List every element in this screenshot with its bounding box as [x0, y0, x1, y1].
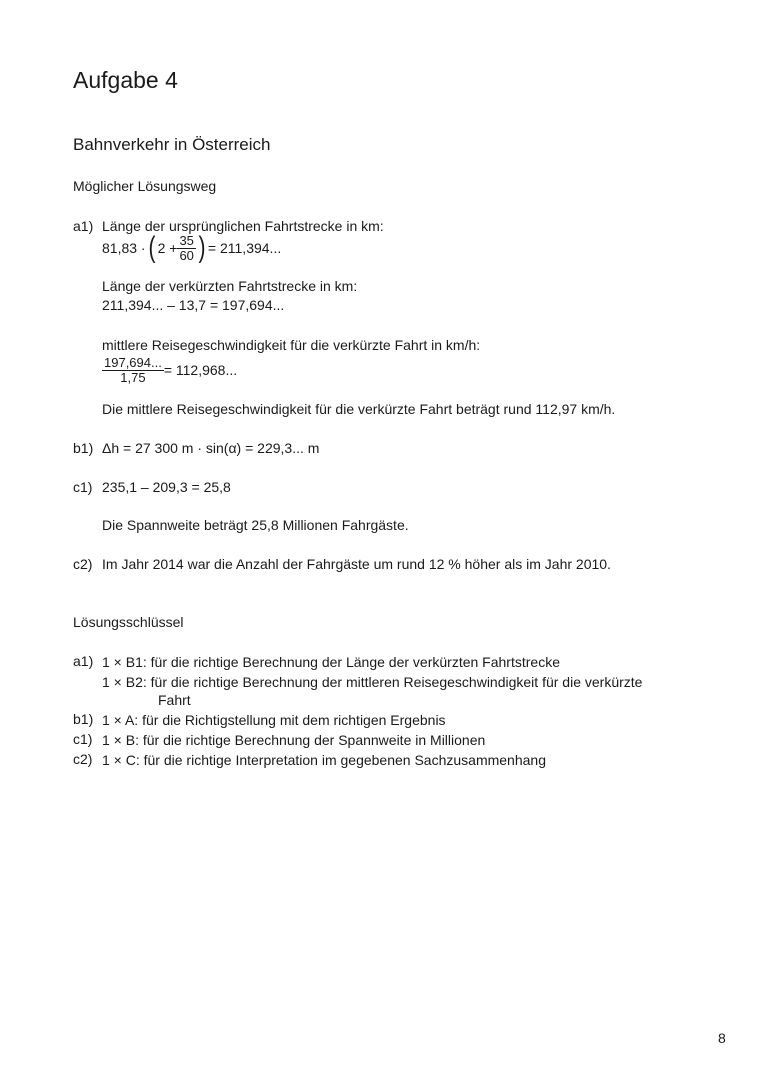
- a1-fraction3-num: 197,694...: [104, 355, 162, 370]
- a1-expr3-post: = 112,968...: [163, 362, 238, 379]
- c2-label: c2): [73, 556, 93, 572]
- key-label: c1): [73, 731, 93, 747]
- key-label: [73, 673, 102, 691]
- a1-fraction1: [177, 234, 195, 262]
- c1-expr: 235,1 – 209,3 = 25,8: [102, 479, 231, 495]
- solution-heading: Möglicher Lösungsweg: [73, 178, 217, 194]
- key-row: [73, 673, 662, 691]
- a1-conclusion: Die mittlere Reisegeschwindigkeit für die verkürzte Fahrt beträgt rund 112,97 km/h.: [102, 401, 616, 417]
- page-number: 8: [718, 1030, 726, 1046]
- key-text: 1 × A: für die Richtigstellung mit dem richtigen Ergebnis: [102, 712, 446, 728]
- a1-fraction1-num: 35: [179, 232, 194, 248]
- key-text: Fahrt: [158, 692, 191, 708]
- key-text: 1 × B: für die richtige Berechnung der Spannweite in Millionen: [102, 732, 486, 748]
- c1-label: c1): [73, 479, 93, 495]
- a1-fraction3: [102, 356, 164, 384]
- key-row: [73, 711, 662, 729]
- key-label: c2): [73, 751, 93, 767]
- page-title: Aufgabe 4: [73, 67, 178, 93]
- a1-line2: Länge der verkürzten Fahrtstrecke in km:: [102, 278, 358, 294]
- key-label: [73, 691, 158, 709]
- b1-expr: Δh = 27 300 m · sin(α) = 229,3... m: [102, 440, 320, 456]
- key-text: 1 × B2: für die richtige Berechnung der mittleren Reisegeschwindigkeit für die verkürzte: [102, 674, 643, 690]
- key-label: a1): [73, 653, 94, 669]
- key-label: b1): [73, 711, 94, 727]
- a1-expr1-post: = 211,394...: [207, 240, 282, 256]
- key-row: [73, 751, 662, 769]
- a1-label: a1): [73, 218, 94, 234]
- a1-expr1: [102, 233, 281, 263]
- a1-fraction3-den: 1,75: [120, 369, 146, 385]
- b1-label: b1): [73, 440, 94, 456]
- c2-text: Im Jahr 2014 war die Anzahl der Fahrgäste um rund 12 % höher als im Jahr 2010.: [102, 556, 611, 572]
- left-paren: (: [148, 231, 156, 264]
- key-heading: Lösungsschlüssel: [73, 614, 184, 630]
- a1-fraction1-den: 60: [179, 247, 194, 263]
- key-row: [73, 653, 662, 671]
- key-text: 1 × B1: für die richtige Berechnung der Länge der verkürzten Fahrtstrecke: [102, 654, 560, 670]
- a1-line3: mittlere Reisegeschwindigkeit für die verkürzte Fahrt in km/h:: [102, 337, 481, 353]
- key-text: 1 × C: für die richtige Interpretation im gegebenen Sachzusammenhang: [102, 752, 546, 768]
- a1-line1: Länge der ursprünglichen Fahrtstrecke in km:: [102, 218, 384, 234]
- task-subtitle: Bahnverkehr in Österreich: [73, 135, 271, 154]
- a1-expr2: 211,394... – 13,7 = 197,694...: [102, 297, 285, 313]
- key-row: [73, 691, 718, 709]
- key-row: [73, 731, 662, 749]
- a1-expr1-in: 2 +: [157, 240, 178, 256]
- right-paren: ): [198, 231, 206, 264]
- a1-expr3: [102, 356, 237, 384]
- a1-expr1-pre: 81,83 ·: [102, 240, 146, 256]
- c1-conclusion: Die Spannweite beträgt 25,8 Millionen Fahrgäste.: [102, 517, 409, 533]
